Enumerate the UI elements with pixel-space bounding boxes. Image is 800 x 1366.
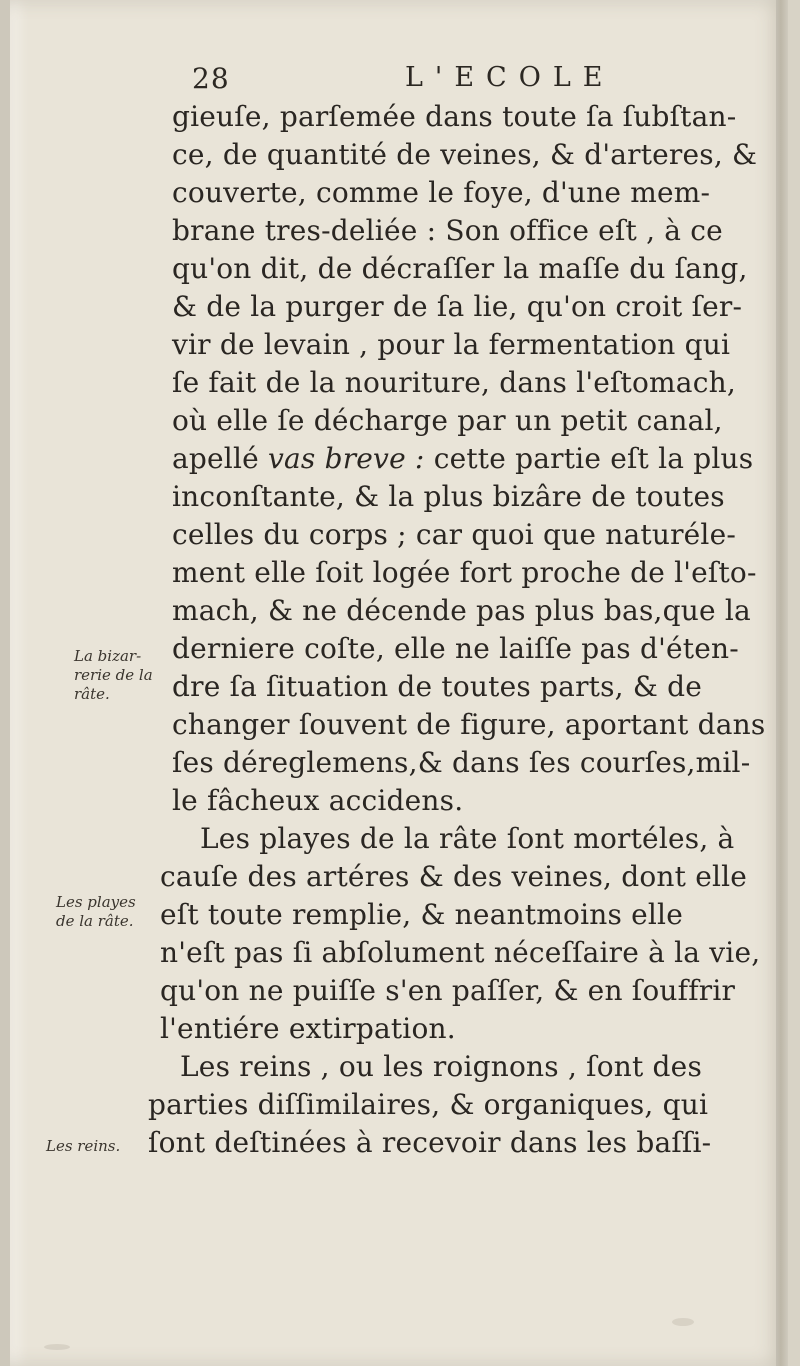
text-line: ſont deſtinées à recevoir dans les baſſi- [148,1126,712,1159]
paper-smudge [672,1318,694,1326]
text-line: ce, de quantité de veines, & d'arteres, & [172,138,758,171]
text-line: ſe fait de la nouriture, dans l'eſtomach, [172,366,736,399]
margin-note-line: râte. [74,685,110,703]
book-left-edge [0,0,10,1366]
text-line: le fâcheux accidens. [172,784,464,817]
page-number: 28 [192,62,230,95]
text-line: l'entiére extirpation. [160,1012,456,1045]
text-line: vir de levain , pour la fermentation qui [172,328,731,361]
text-line: dre ſa ſituation de toutes parts, & de [172,670,703,703]
margin-note-line: Les reins. [46,1137,121,1155]
margin-note-line: rerie de la [74,666,153,684]
running-title: L'ECOLE [405,62,615,93]
text-line-end: cette partie eſt la plus [433,442,754,475]
text-line [172,440,753,478]
text-line: Les playes de la râte ſont mortéles, à [200,822,735,855]
text-line: cauſe des artéres & des veines, dont elle [160,860,748,893]
latin-term: vas breve : [267,442,425,475]
paper-smudge [44,1344,70,1350]
text-line: parties diſſimilaires, & organiques, qui [148,1088,709,1121]
text-line: couverte, comme le foye, d'une mem- [172,176,711,209]
text-line: gieuſe, parſemée dans toute ſa ſubſtan- [172,100,737,133]
text-line: qu'on ne puiſſe s'en paſſer, & en ſouffrir [160,974,736,1007]
text-line: qu'on dit, de décraſſer la maſſe du ſang, [172,252,748,285]
text-line: ſes déreglemens,& dans ſes courſes,mil- [172,746,751,779]
page-header [0,62,800,102]
text-line: eſt toute remplie, & neantmoins elle [160,898,683,931]
text-line: celles du corps ; car quoi que naturéle- [172,518,737,551]
text-line: brane tres-deliée : Son office eſt , à ce [172,214,723,247]
margin-note [46,1137,120,1156]
page-gutter [776,0,788,1366]
text-line: changer ſouvent de figure, aportant dans [172,708,766,741]
margin-note-line: de la râte. [56,912,134,930]
text-line-start: apellé [172,442,259,475]
text-line: mach, & ne décende pas plus bas,que la [172,594,751,627]
text-line: ment elle ſoit logée fort proche de l'eſto- [172,556,757,589]
margin-note [74,647,153,704]
text-line: Les reins , ou les roignons , ſont des [180,1050,703,1083]
margin-note-line: Les playes [56,893,136,911]
text-line: n'eſt pas ſi abſolument néceſſaire à la vie, [160,936,761,969]
text-line: où elle ſe décharge par un petit canal, [172,404,723,437]
text-line: derniere coſte, elle ne laiſſe pas d'éten- [172,632,739,665]
text-line: & de la purger de ſa lie, qu'on croit ſer- [172,290,743,323]
margin-note [56,893,136,931]
text-line: inconſtante, & la plus bizâre de toutes [172,480,725,513]
margin-note-line: La bizar- [74,647,142,665]
